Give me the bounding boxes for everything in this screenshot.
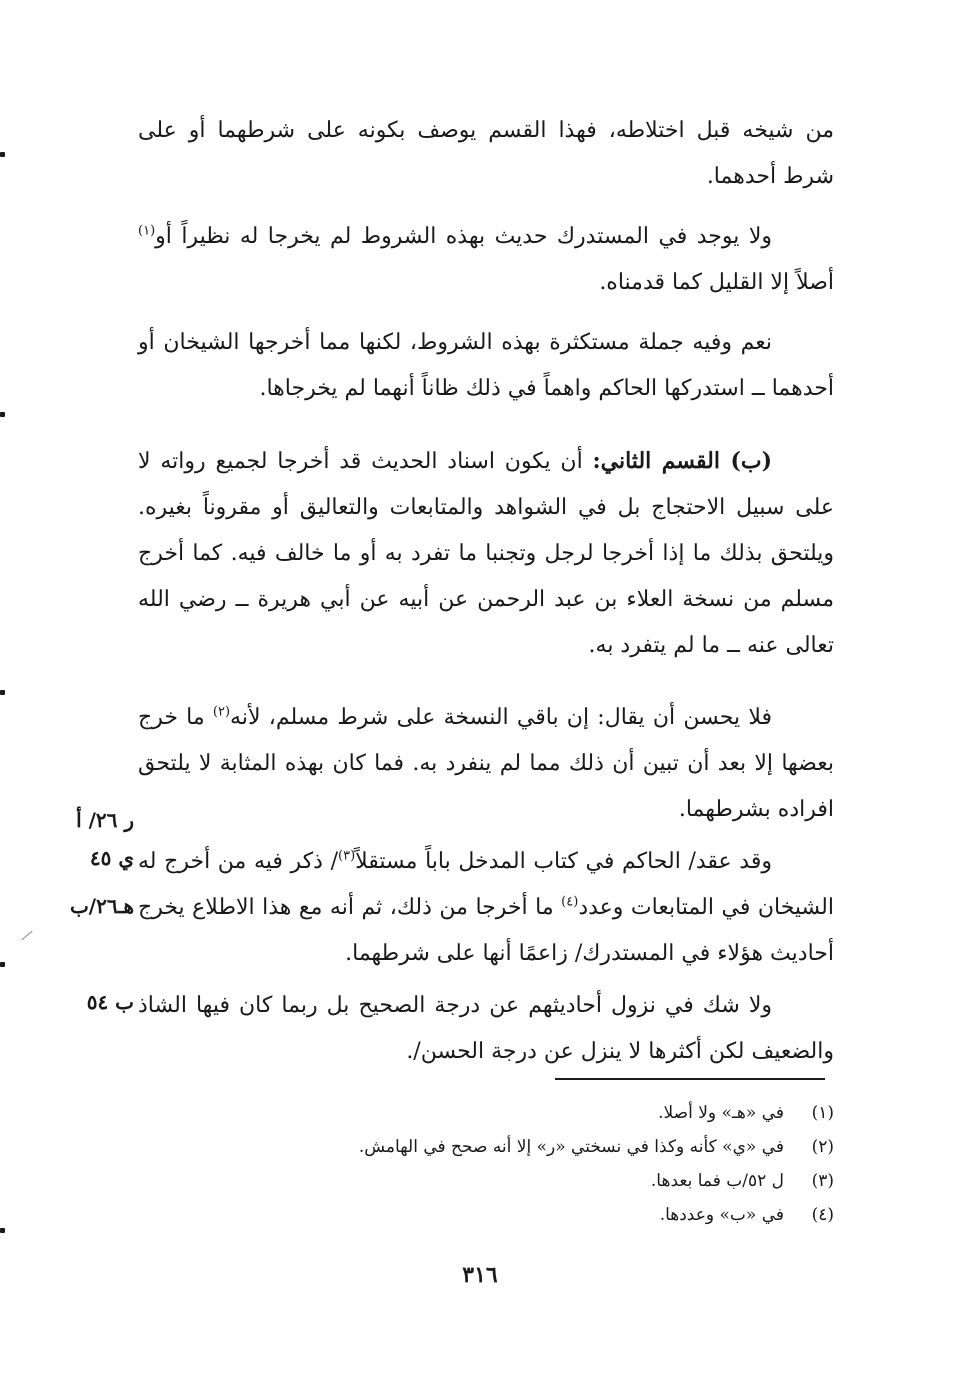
paragraph-3 bbox=[138, 320, 834, 412]
footnote bbox=[300, 1164, 834, 1198]
paragraph-7-text: ولا شك في نزول أحاديثهم عن درجة الصحيح بل ربما كان فيها الشاذ والضعيف لكن أكثرها لا ينزل عن درجة الحسن/. bbox=[138, 993, 834, 1064]
paragraph-6-text-b: / ذكر فيه من أخرج له الشيخان في المتابعات وعدد bbox=[138, 849, 834, 920]
main-text bbox=[138, 108, 834, 1075]
margin-note-text: ر ٢٦/ أ bbox=[76, 808, 134, 832]
footnote bbox=[300, 1198, 834, 1232]
footnote-ref-4: (٤) bbox=[561, 894, 579, 910]
paragraph-7 bbox=[138, 983, 834, 1075]
margin-note-r26a bbox=[24, 800, 134, 840]
scan-edge-mark bbox=[0, 962, 5, 967]
paragraph-2 bbox=[138, 214, 834, 306]
paragraph-2-text-a: ولا يوجد في المستدرك حديث بهذه الشروط لم يخرجا له نظيراً أو bbox=[155, 224, 772, 249]
footnote-number: (٤) bbox=[811, 1205, 834, 1225]
footnote bbox=[300, 1096, 834, 1130]
footnote-number: (٢) bbox=[811, 1137, 834, 1157]
scan-edge-mark bbox=[0, 690, 5, 695]
margin-note-h26b bbox=[24, 886, 134, 926]
footnote-divider bbox=[555, 1078, 825, 1080]
paragraph-5-text-a: فلا يحسن أن يقال: إن باقي النسخة على شرط مسلم، لأنه bbox=[230, 705, 772, 730]
footnote-ref-3: (٣) bbox=[338, 848, 356, 864]
margin-note-y45 bbox=[24, 838, 134, 878]
footnote bbox=[300, 1130, 834, 1164]
scan-edge-mark bbox=[0, 412, 5, 417]
footnotes bbox=[300, 1096, 834, 1232]
paragraph-2-text-b: أصلاً إلا القليل كما قدمناه. bbox=[599, 270, 834, 295]
paragraph-5 bbox=[138, 695, 834, 833]
footnote-ref-1: (١) bbox=[138, 223, 156, 239]
paragraph-6-text-c: ما أخرجا من ذلك، ثم أنه مع هذا الاطلاع يخرج أحاديث هؤلاء في المستدرك/ زاعمًا أنها على شرطهما. bbox=[138, 895, 834, 966]
paragraph-1-text: من شيخه قبل اختلاطه، فهذا القسم يوصف بكونه على شرطهما أو على شرط أحدهما. bbox=[138, 118, 834, 189]
paragraph-4-text: أن يكون اسناد الحديث قد أخرجا لجميع رواته لا على سبيل الاحتجاج بل في الشواهد والمتابعات والتعاليق أو مقروناً بغيره. ويلتحق بذلك ما إذا أخرجا لرجل وتجنبا ما تفرد به أو ما خالف فيه. كما أخرج مسلم من نسخة العلاء بن عبد الرحمن عن أبيه عن أبي هريرة ــ رضي الله تعالى عنه ــ ما لم يتفرد به. bbox=[138, 449, 834, 658]
paragraph-3-text: نعم وفيه جملة مستكثرة بهذه الشروط، لكنها مما أخرجها الشيخان أو أحدهما ــ استدركها الحاكم واهماً في ذلك ظاناً أنهما لم يخرجاها. bbox=[138, 330, 834, 401]
footnote-text: في «ي» كأنه وكذا في نسختي «ر» إلا أنه صحح في الهامش. bbox=[358, 1137, 784, 1157]
paragraph-4 bbox=[138, 438, 834, 669]
paragraph-6 bbox=[138, 839, 834, 977]
margin-note-b54 bbox=[24, 982, 134, 1022]
margin-note-text: ي ٤٥ bbox=[89, 846, 134, 870]
footnote-ref-2: (٢) bbox=[212, 704, 231, 720]
margin-note-text: ب ٥٤ bbox=[86, 990, 134, 1014]
scan-stray-mark bbox=[21, 931, 32, 941]
paragraph-5-text-b: ما خرج بعضها إلا بعد أن تبين أن ذلك مما لم ينفرد به. فما كان بهذه المثابة لا يلتحق افراده بشرطهما. bbox=[138, 705, 834, 822]
paragraph-1 bbox=[138, 108, 834, 200]
section-heading: (ب) القسم الثاني: bbox=[592, 448, 772, 474]
footnote-text: في «هـ» ولا أصلا. bbox=[658, 1103, 784, 1123]
footnote-number: (٣) bbox=[811, 1171, 834, 1191]
footnote-text: ل ٥٢/ب فما بعدها. bbox=[650, 1171, 784, 1191]
scan-edge-mark bbox=[0, 152, 5, 157]
footnote-text: في «ب» وعددها. bbox=[659, 1205, 784, 1225]
page-number: ٣١٦ bbox=[462, 1262, 498, 1288]
paragraph-6-text-a: وقد عقد/ الحاكم في كتاب المدخل باباً مستقلاً bbox=[355, 849, 772, 874]
margin-note-text: هـ٢٦/ب bbox=[69, 894, 134, 918]
scan-edge-mark bbox=[0, 1228, 5, 1233]
footnote-number: (١) bbox=[811, 1103, 834, 1123]
